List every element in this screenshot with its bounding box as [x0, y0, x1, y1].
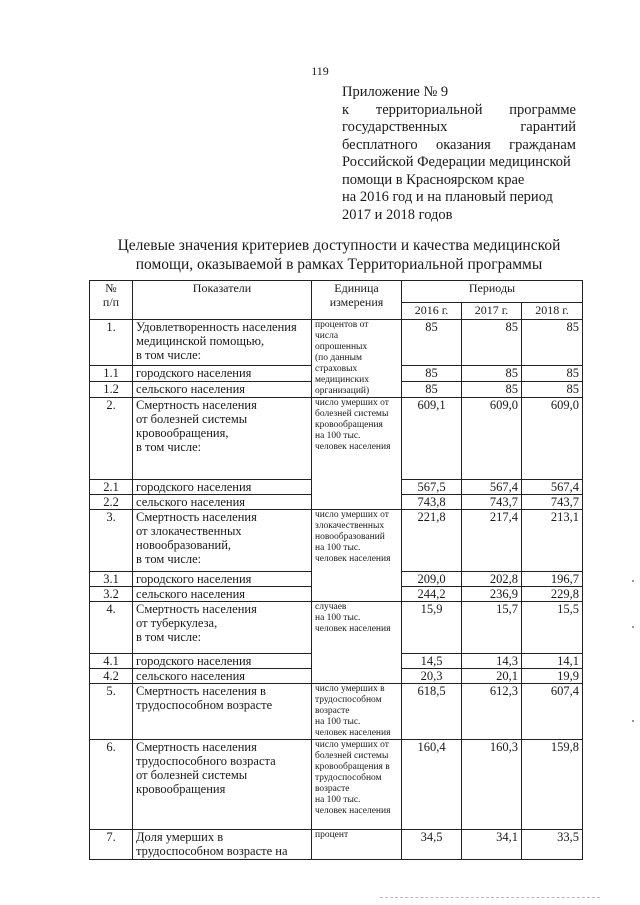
value-cell: 85	[462, 320, 522, 366]
indicator-cell: сельского населения	[133, 381, 312, 397]
value-cell: 229,8	[522, 587, 583, 602]
unit-cell	[312, 320, 402, 398]
unit-line: человек населения	[315, 806, 391, 816]
row-number: 3.2	[90, 587, 133, 602]
indicator-line: трудоспособном возрасте	[136, 698, 273, 712]
unit-line: страховых	[315, 364, 358, 374]
row-number: 4.2	[90, 669, 133, 684]
indicator-line: трудоспособного возраста	[136, 754, 276, 768]
row-number: 5.	[90, 684, 133, 740]
value-cell: 14,5	[402, 654, 462, 669]
table-body	[90, 320, 583, 860]
indicator-line: кровообращения	[136, 782, 226, 796]
unit-line: процент	[315, 830, 349, 840]
value-cell: 160,4	[402, 740, 462, 830]
indicator-line: новообразований,	[136, 538, 232, 552]
unit-line: новообразований	[315, 532, 385, 542]
indicator-cell	[133, 602, 312, 654]
table-row	[90, 320, 583, 366]
document-title-line: помощи, оказываемой в рамках Территориальной программы	[135, 256, 543, 273]
appendix-word: гражданам	[509, 136, 576, 153]
value-cell: 15,5	[522, 602, 583, 654]
appendix-word: бесплатного	[342, 136, 418, 153]
unit-line: человек населения	[315, 554, 391, 564]
value-cell: 15,9	[402, 602, 462, 654]
unit-line: возрасте	[315, 706, 350, 716]
indicator-line: трудоспособном возрасте на	[136, 844, 288, 858]
value-cell: 85	[402, 365, 462, 381]
row-number: 2.1	[90, 480, 133, 495]
value-cell: 159,8	[522, 740, 583, 830]
indicator-line: от туберкулеза,	[136, 616, 218, 630]
indicator-line: Смертность населения	[136, 602, 257, 616]
value-cell: 743,7	[462, 495, 522, 510]
indicator-line: Смертность населения	[136, 510, 257, 524]
unit-line: кровообращения в	[315, 762, 390, 772]
appendix-word: помощи в Красноярском крае	[342, 171, 525, 188]
table-row	[90, 510, 583, 572]
header-year: 2018 г.	[522, 303, 583, 320]
value-cell: 609,0	[522, 398, 583, 480]
unit-line: (по данным	[315, 353, 362, 363]
table-row	[90, 740, 583, 830]
document-title-line: Целевые значения критериев доступности и качества медицинской	[117, 237, 561, 254]
unit-cell	[312, 510, 402, 602]
value-cell: 160,3	[462, 740, 522, 830]
value-cell: 567,4	[522, 480, 583, 495]
appendix-lines	[342, 102, 576, 225]
indicator-cell: городского населения	[133, 480, 312, 495]
indicator-line: в том числе:	[136, 552, 202, 566]
row-number: 2.2	[90, 495, 133, 510]
indicator-line: Доля умерших в	[136, 830, 224, 844]
appendix-word: программе	[509, 101, 576, 118]
indicator-cell: сельского населения	[133, 587, 312, 602]
value-cell: 236,9	[462, 587, 522, 602]
document-title	[104, 236, 574, 274]
unit-line: человек населения	[315, 624, 391, 634]
indicator-cell: городского населения	[133, 572, 312, 587]
unit-cell	[312, 602, 402, 684]
value-cell: 20,3	[402, 669, 462, 684]
value-cell: 15,7	[462, 602, 522, 654]
appendix-word: Российской Федерации медицинской	[342, 154, 571, 170]
appendix-word: территориальной	[375, 101, 483, 118]
appendix-line	[342, 189, 576, 207]
unit-cell	[312, 398, 402, 510]
value-cell: 609,1	[402, 398, 462, 480]
unit-line: число умерших в	[315, 684, 385, 694]
unit-line: организаций)	[315, 386, 370, 396]
value-cell: 609,0	[462, 398, 522, 480]
unit-line: на 100 тыс.	[315, 543, 361, 553]
indicator-cell: сельского населения	[133, 495, 312, 510]
appendix-line	[342, 207, 576, 225]
unit-line: трудоспособном	[315, 773, 382, 783]
appendix-line	[342, 172, 576, 190]
indicator-cell	[133, 510, 312, 572]
indicator-cell: сельского населения	[133, 669, 312, 684]
appendix-line	[342, 119, 576, 137]
table-row	[90, 602, 583, 654]
indicator-cell: городского населения	[133, 654, 312, 669]
unit-line: медицинских	[315, 375, 369, 385]
value-cell: 221,8	[402, 510, 462, 572]
indicator-cell	[133, 398, 312, 480]
appendix-line	[342, 154, 576, 172]
value-cell: 612,3	[462, 684, 522, 740]
table-row	[90, 830, 583, 860]
unit-line: числа	[315, 331, 339, 341]
value-cell: 743,8	[402, 495, 462, 510]
unit-line: число умерших от	[315, 740, 389, 750]
appendix-word: гарантий	[520, 119, 576, 135]
appendix-word: 2017 и 2018 годов	[342, 206, 453, 223]
row-number: 3.1	[90, 572, 133, 587]
unit-line: человек населения	[315, 728, 391, 738]
value-cell: 213,1	[522, 510, 583, 572]
appendix-word: на 2016 год и на плановый период	[342, 189, 553, 205]
value-cell: 20,1	[462, 669, 522, 684]
indicator-line: медицинской помощью,	[136, 334, 265, 348]
unit-line: возрасте	[315, 784, 350, 794]
header-periods: Периоды	[402, 281, 583, 303]
value-cell: 85	[522, 365, 583, 381]
appendix-line	[342, 137, 576, 155]
table-row	[90, 684, 583, 740]
appendix-word: оказания	[435, 136, 491, 153]
unit-line: кровообращения	[315, 420, 383, 430]
value-cell: 19,9	[522, 669, 583, 684]
scan-mark	[632, 720, 634, 722]
value-cell: 14,3	[462, 654, 522, 669]
indicator-line: в том числе:	[136, 630, 202, 644]
value-cell: 217,4	[462, 510, 522, 572]
indicator-line: Смертность населения	[136, 740, 257, 754]
value-cell: 567,5	[402, 480, 462, 495]
value-cell: 14,1	[522, 654, 583, 669]
unit-cell	[312, 830, 402, 860]
unit-line: болезней системы	[315, 751, 389, 761]
row-number: 6.	[90, 740, 133, 830]
indicator-line: от злокачественных	[136, 524, 242, 538]
unit-line: на 100 тыс.	[315, 717, 361, 727]
row-number: 1.2	[90, 381, 133, 397]
row-number: 1.1	[90, 365, 133, 381]
page-number: 119	[311, 64, 329, 78]
value-cell: 244,2	[402, 587, 462, 602]
unit-line: болезней системы	[315, 409, 389, 419]
indicator-line: Смертность населения в	[136, 684, 266, 698]
header-year: 2016 г.	[402, 303, 462, 320]
value-cell: 85	[402, 320, 462, 366]
value-cell: 209,0	[402, 572, 462, 587]
unit-line: число умерших от	[315, 510, 389, 520]
unit-line: злокачественных	[315, 521, 385, 531]
appendix-word: к	[342, 101, 350, 118]
value-cell: 34,5	[402, 830, 462, 860]
unit-cell	[312, 740, 402, 830]
value-cell: 202,8	[462, 572, 522, 587]
row-number: 1.	[90, 320, 133, 366]
unit-line: на 100 тыс.	[315, 613, 361, 623]
unit-line: на 100 тыс.	[315, 431, 361, 441]
indicator-cell	[133, 740, 312, 830]
value-cell: 85	[522, 320, 583, 366]
unit-line: случаев	[315, 602, 347, 612]
appendix-line	[342, 102, 576, 120]
appendix-title: Приложение № 9	[342, 84, 449, 100]
value-cell: 196,7	[522, 572, 583, 587]
row-number: 2.	[90, 398, 133, 480]
indicator-line: кровообращения,	[136, 426, 229, 440]
indicator-line: в том числе:	[136, 348, 202, 362]
header-year: 2017 г.	[462, 303, 522, 320]
table-row	[90, 398, 583, 480]
indicator-cell: городского населения	[133, 365, 312, 381]
unit-line: опрошенных	[315, 342, 368, 352]
value-cell: 85	[462, 381, 522, 397]
indicator-line: Удовлетворенность населения	[136, 320, 297, 334]
appendix-header	[342, 84, 576, 224]
value-cell: 743,7	[522, 495, 583, 510]
header-num: № п/п	[90, 281, 133, 320]
value-cell: 567,4	[462, 480, 522, 495]
unit-line: человек населения	[315, 442, 391, 452]
indicator-line: Смертность населения	[136, 398, 257, 412]
unit-line: на 100 тыс.	[315, 795, 361, 805]
scan-edge-line	[380, 897, 600, 898]
value-cell: 607,4	[522, 684, 583, 740]
criteria-table	[89, 280, 583, 860]
value-cell: 85	[522, 381, 583, 397]
indicator-cell	[133, 320, 312, 366]
header-unit: Единица измерения	[312, 281, 402, 320]
indicator-line: от болезней системы	[136, 412, 248, 426]
value-cell: 618,5	[402, 684, 462, 740]
appendix-word: государственных	[342, 119, 448, 135]
row-number: 4.1	[90, 654, 133, 669]
value-cell: 85	[462, 365, 522, 381]
row-number: 7.	[90, 830, 133, 860]
indicator-line: в том числе:	[136, 440, 202, 454]
value-cell: 85	[402, 381, 462, 397]
scan-mark	[632, 626, 634, 628]
value-cell: 34,1	[462, 830, 522, 860]
unit-cell	[312, 684, 402, 740]
indicator-line: от болезней системы	[136, 768, 248, 782]
unit-line: трудоспособном	[315, 695, 382, 705]
indicator-cell	[133, 830, 312, 860]
header-indicator: Показатели	[133, 281, 312, 320]
scan-mark	[632, 580, 634, 582]
indicator-cell	[133, 684, 312, 740]
value-cell: 33,5	[522, 830, 583, 860]
unit-line: процентов от	[315, 320, 369, 330]
row-number: 4.	[90, 602, 133, 654]
row-number: 3.	[90, 510, 133, 572]
unit-line: число умерших от	[315, 398, 389, 408]
